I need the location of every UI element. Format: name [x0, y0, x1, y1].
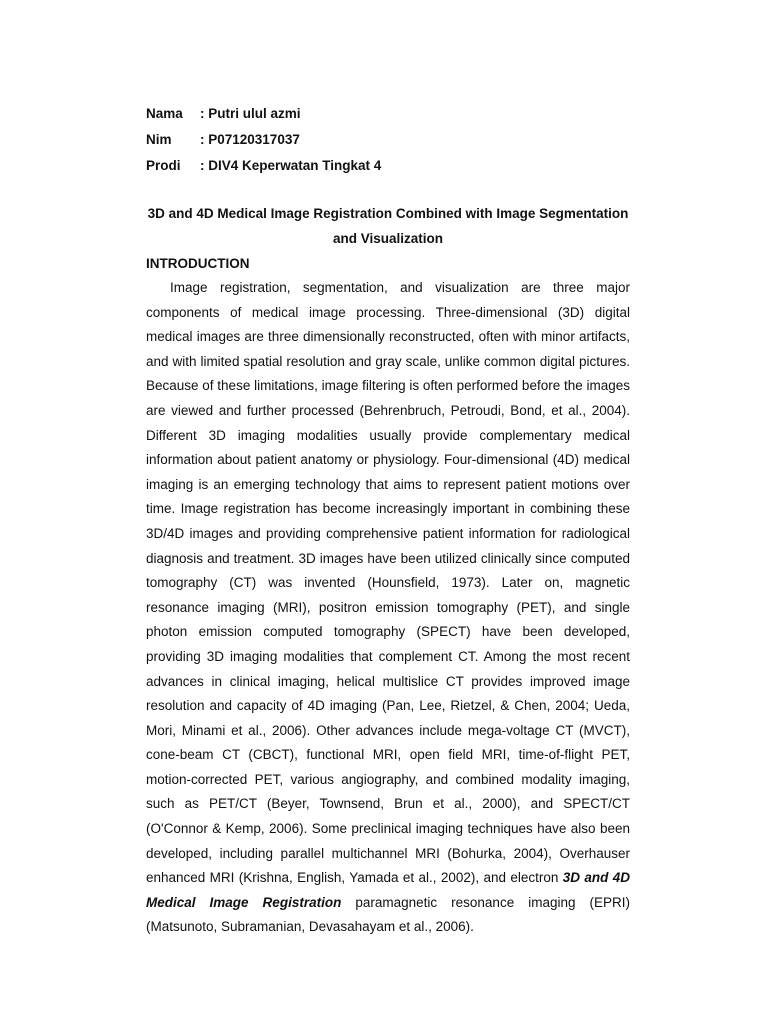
paragraph-text-part2: paramagnetic resonance imaging (EPRI) (Matsunoto, Subramanian, Devasahayam et al., 2006). — [146, 894, 631, 935]
name-label: Nama — [146, 106, 183, 121]
prodi-row — [146, 153, 381, 179]
paragraph-text-part1: Image registration, segmentation, and visualization are three major components of medical image processing. Three-dimensional (3D) digital medical images are three dimensionally reconstructed, often with minor artifacts, and with limited spatial resolution and gray scale, unlike common digital pictures. Because of these limitations, image filtering is often performed before the images are viewed and further processed (Behrenbruch, Petroudi, Bond, et al., 2004). Different 3D imaging modalities usually provide complementary medical information about patient anatomy or physiology. Four-dimensional (4D) medical imaging is an emerging technology that aims to represent patient motions over time. Image registration has become increasingly important in combining these 3D/4D images and providing comprehensive patient information for radiological diagnosis and treatment. 3D images have been utilized clinically since computed tomography (CT) was invented (Hounsfield, 1973). Later on, magnetic resonance imaging (MRI), positron emission tomography (PET), and single photon emission computed tomography (SPECT) have been developed, providing 3D imaging modalities that complement CT. Among the most recent advances in clinical imaging, helical multislice CT provides improved image resolution and capacity of 4D imaging (Pan, Lee, Rietzel, & Chen, 2004; Ueda, Mori, Minami et al., 2006). Other advances include mega-voltage CT (MVCT), cone-beam CT (CBCT), functional MRI, open field MRI, time-of-flight PET, motion-corrected PET, various angiography, and combined modality imaging, such as PET/CT (Beyer, Townsend, Brun et al., 2000), and SPECT/CT (O'Connor & Kemp, 2006). Some preclinical imaging techniques have also been developed, including parallel multichannel MRI (Bohurka, 2004), Overhauser enhanced MRI (Krishna, English, Yamada et al., 2002), and electron — [146, 280, 631, 886]
document-title: 3D and 4D Medical Image Registration Combined with Image Segmentation and Visualization — [147, 206, 629, 246]
name-row — [146, 101, 381, 127]
nim-label: Nim — [146, 132, 172, 147]
running-header: 3D and 4D Medical Image Registration — [146, 870, 630, 910]
body-paragraph — [146, 276, 630, 940]
prodi-value: : DIV4 Keperwatan Tingkat 4 — [200, 158, 382, 173]
prodi-label: Prodi — [146, 158, 181, 173]
nim-value: : P07120317037 — [200, 132, 300, 147]
student-info — [146, 101, 381, 179]
name-value: : Putri ulul azmi — [200, 106, 301, 121]
section-heading: INTRODUCTION — [146, 256, 250, 271]
nim-row — [146, 127, 381, 153]
